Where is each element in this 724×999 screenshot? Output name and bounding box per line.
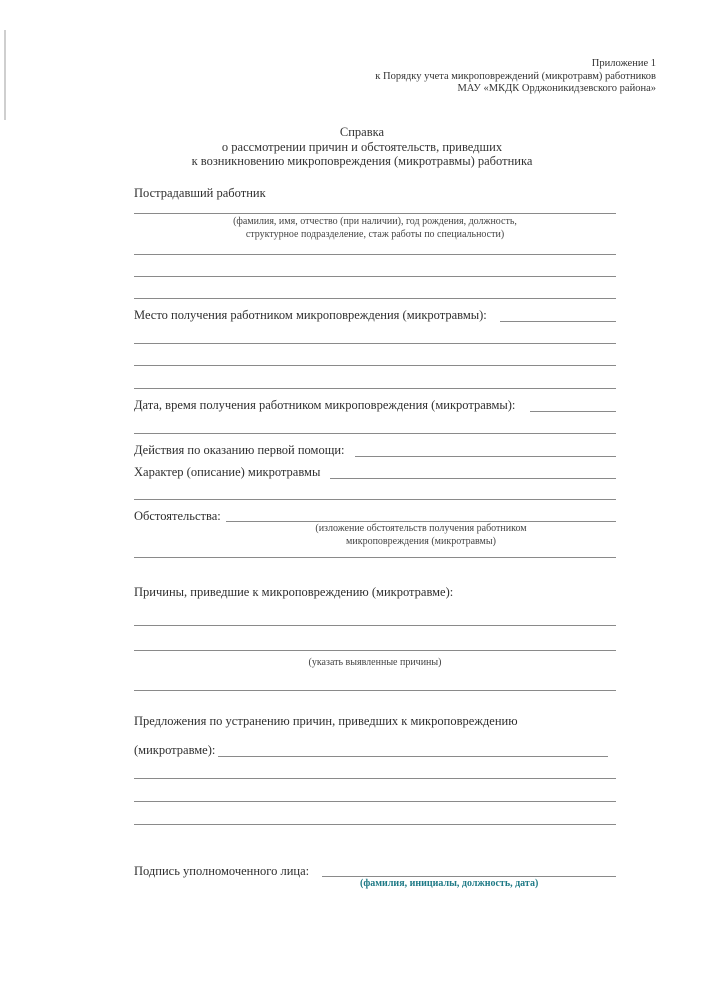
nature-label: Характер (описание) микротравмы — [134, 465, 321, 479]
appendix-line-1: Приложение 1 — [591, 58, 656, 69]
place-label: Место получения работником микроповреждения (микротравмы): — [134, 308, 487, 322]
circumstances-line-2[interactable] — [134, 557, 616, 558]
causes-hint: (указать выявленные причины) — [308, 657, 442, 668]
causes-line-3[interactable] — [134, 690, 616, 691]
circumstances-hint — [226, 523, 616, 548]
place-inline-line[interactable] — [500, 321, 616, 322]
proposals-label-2: (микротравме): — [134, 743, 216, 757]
victim-label: Пострадавший работник — [134, 186, 266, 200]
circumstances-hint-line-1: (изложение обстоятельств получения работником — [315, 523, 527, 534]
victim-line-2[interactable] — [134, 254, 616, 255]
victim-line[interactable] — [134, 213, 616, 214]
place-line-3[interactable] — [134, 365, 616, 366]
appendix-line-2: к Порядку учета микроповреждений (микротравм) работников — [375, 70, 656, 82]
causes-label: Причины, приведшие к микроповреждению (микротравме): — [134, 585, 454, 599]
victim-line-3[interactable] — [134, 276, 616, 277]
signature-hint: (фамилия, инициалы, должность, дата) — [360, 878, 539, 889]
datetime-inline-line[interactable] — [530, 411, 616, 412]
circumstances-inline-line[interactable] — [226, 521, 616, 522]
scan-edge-artifact — [4, 30, 6, 120]
firstaid-inline-line[interactable] — [355, 456, 616, 457]
causes-line-1[interactable] — [134, 625, 616, 626]
title-main: Справка — [339, 125, 385, 139]
proposals-label-1: Предложения по устранению причин, приведших к микроповреждению — [134, 714, 518, 728]
nature-line-2[interactable] — [134, 499, 616, 500]
signature-label: Подпись уполномоченного лица: — [134, 864, 310, 878]
datetime-label: Дата, время получения работником микроповреждения (микротравмы): — [134, 398, 516, 412]
proposals-inline-line[interactable] — [218, 756, 608, 757]
appendix-line-3: МАУ «МКДК Орджоникидзевского района» — [457, 83, 656, 94]
proposals-line-3[interactable] — [134, 801, 616, 802]
datetime-line-2[interactable] — [134, 433, 616, 434]
circumstances-hint-line-2: микроповреждения (микротравмы) — [346, 535, 496, 547]
place-line-4[interactable] — [134, 388, 616, 389]
causes-line-2[interactable] — [134, 650, 616, 651]
nature-inline-line[interactable] — [330, 478, 616, 479]
victim-hint — [134, 216, 616, 241]
title-line-3: к возникновению микроповреждения (микротравмы) работника — [191, 154, 533, 168]
signature-line[interactable] — [322, 876, 616, 877]
proposals-line-4[interactable] — [134, 824, 616, 825]
document-title — [0, 125, 724, 169]
firstaid-label: Действия по оказанию первой помощи: — [134, 443, 345, 457]
circumstances-label: Обстоятельства: — [134, 509, 221, 523]
proposals-line-2[interactable] — [134, 778, 616, 779]
place-line-2[interactable] — [134, 343, 616, 344]
victim-hint-line-1: (фамилия, имя, отчество (при наличии), год рождения, должность, — [233, 216, 517, 227]
victim-line-4[interactable] — [134, 298, 616, 299]
victim-hint-line-2: структурное подразделение, стаж работы по специальности) — [245, 228, 505, 240]
appendix-header — [375, 58, 656, 96]
title-line-2: о рассмотрении причин и обстоятельств, приведших — [221, 139, 503, 154]
